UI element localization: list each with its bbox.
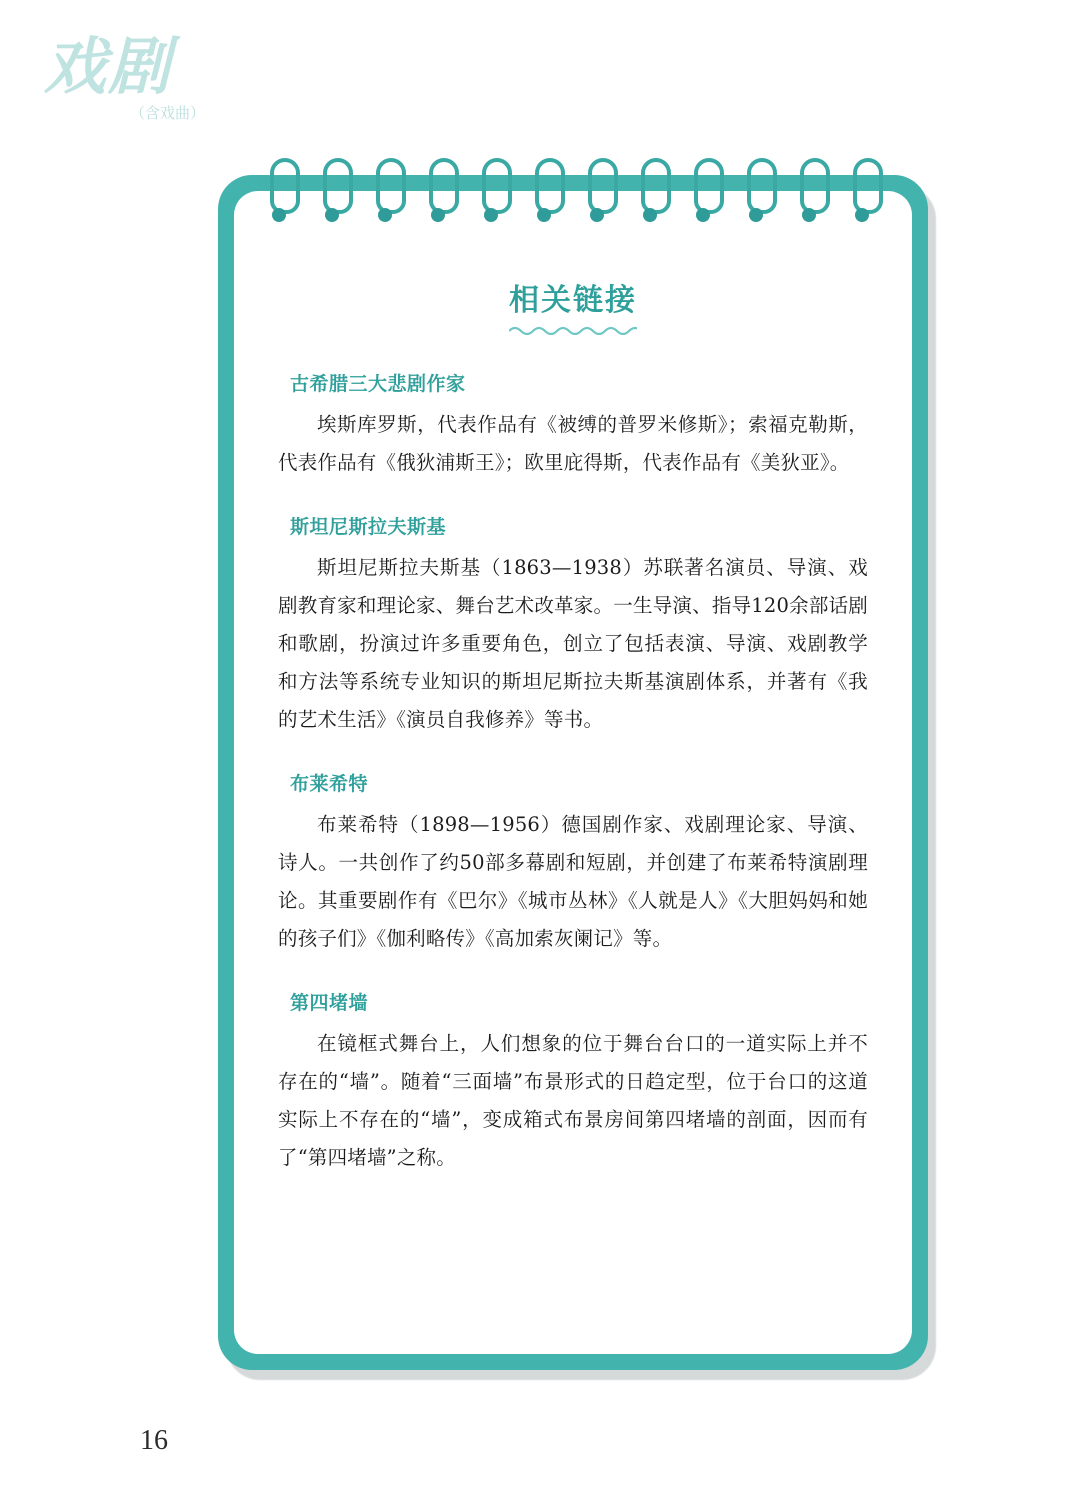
page-number: 16 [140, 1425, 168, 1456]
section-brecht [278, 769, 868, 958]
section-body: 埃斯库罗斯，代表作品有《被缚的普罗米修斯》；索福克勒斯，代表作品有《俄狄浦斯王》；欧里庇得斯，代表作品有《美狄亚》。 [278, 413, 868, 475]
logo-subtitle: （含戏曲） [130, 105, 206, 122]
notepad-card [218, 175, 928, 1370]
section-heading: 第四堵墙 [290, 993, 369, 1015]
card-title: 相关链接 [509, 284, 637, 317]
card-inner [234, 191, 912, 1354]
publication-logo [44, 30, 264, 146]
section-greek-tragedians [278, 369, 868, 482]
title-underline-wave-icon [509, 325, 637, 335]
section-heading: 布莱希特 [290, 774, 369, 796]
logo-title: 戏剧 [44, 30, 173, 103]
section-body: 布莱希特（1898—1956）德国剧作家、戏剧理论家、导演、诗人。一共创作了约50部多幕剧和短剧，并创建了布莱希特演剧理论。其重要剧作有《巴尔》《城市丛林》《人就是人》《大胆妈妈和她的孩子们》《伽利略传》《高加索灰阑记》等。 [278, 813, 868, 951]
section-heading: 斯坦尼斯拉夫斯基 [290, 517, 447, 539]
section-fourth-wall [278, 988, 868, 1177]
section-stanislavski [278, 512, 868, 739]
card-content [234, 191, 912, 1354]
section-body: 斯坦尼斯拉夫斯基（1863—1938）苏联著名演员、导演、戏剧教育家和理论家、舞台艺术改革家。一生导演、指导120余部话剧和歌剧，扮演过许多重要角色，创立了包括表演、导演、戏剧教学和方法等系统专业知识的斯坦尼斯拉夫斯基演剧体系，并著有《我的艺术生活》《演员自我修养》等书。 [278, 556, 868, 732]
section-body: 在镜框式舞台上，人们想象的位于舞台台口的一道实际上并不存在的“墙”。随着“三面墙”布景形式的日趋定型，位于台口的这道实际上不存在的“墙”，变成箱式布景房间第四堵墙的剖面，因而有了“第四堵墙”之称。 [278, 1032, 868, 1170]
section-heading: 古希腊三大悲剧作家 [290, 374, 466, 395]
